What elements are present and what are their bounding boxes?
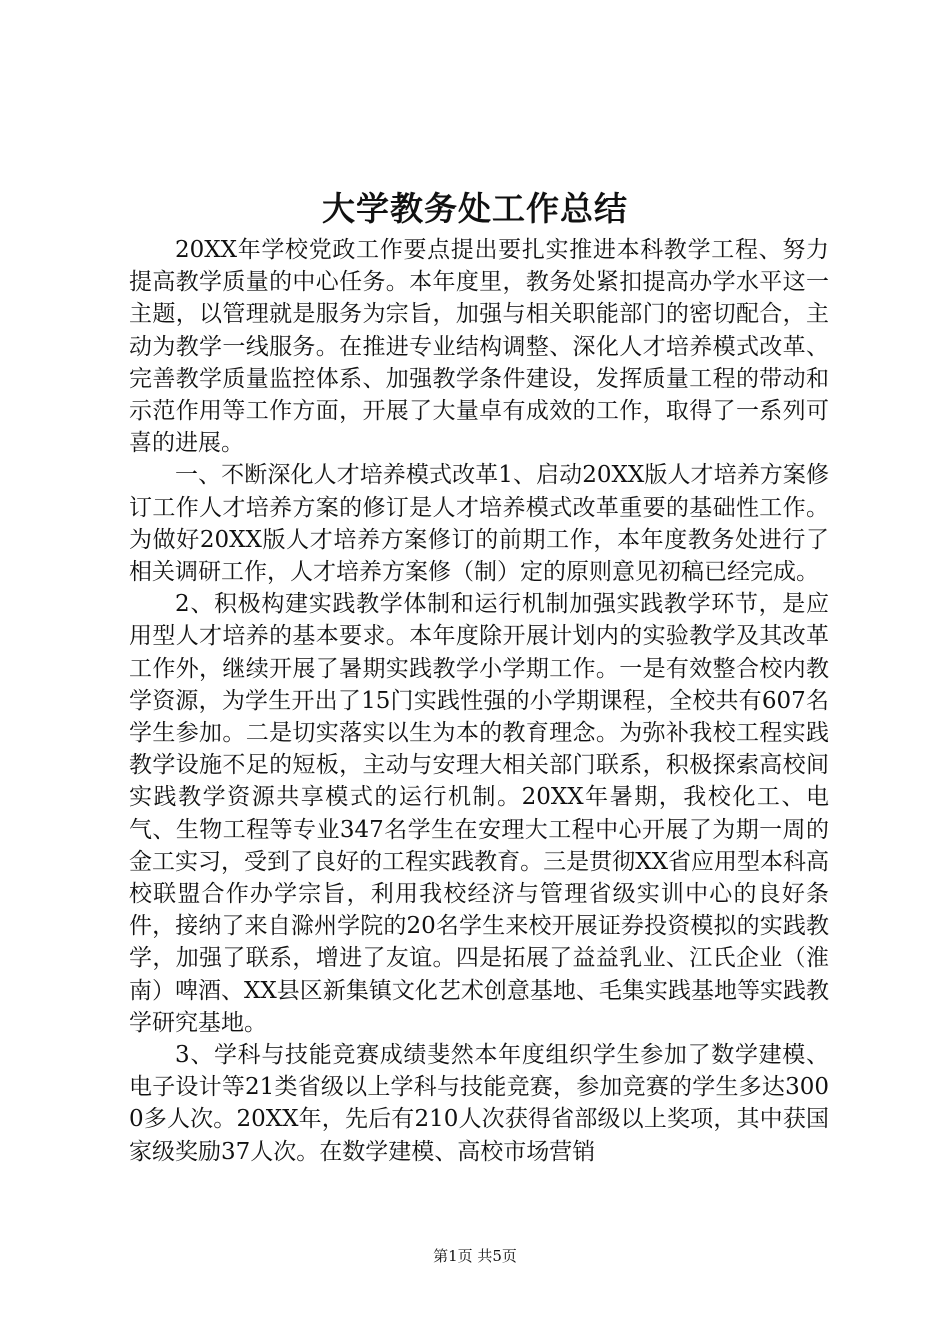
- page-indicator: 第1页 共5页: [433, 1247, 517, 1265]
- page-footer: [0, 1246, 950, 1266]
- document-title: 大学教务处工作总结: [322, 189, 628, 228]
- paragraph-intro: 20XX年学校党政工作要点提出要扎实推进本科教学工程、努力提高教学质量的中心任务。本年度里，教务处紧扣提高办学水平这一主题，以管理就是服务为宗旨，加强与相关职能部门的密切配合，主动为教学一线服务。在推进专业结构调整、深化人才培养模式改革、完善教学质量监控体系、加强教学条件建设，发挥质量工程的带动和示范作用等工作方面，开展了大量卓有成效的工作，取得了一系列可喜的进展。: [129, 237, 829, 457]
- paragraph-section-3: 3、学科与技能竞赛成绩斐然本年度组织学生参加了数学建模、电子设计等21类省级以上学科与技能竞赛，参加竞赛的学生多达3000多人次。20XX年，先后有210人次获得省部级以上奖项，其中获国家级奖励37人次。在数学建模、高校市场营销: [129, 1042, 829, 1165]
- paragraph-section-2: 2、积极构建实践教学体制和运行机制加强实践教学环节，是应用型人才培养的基本要求。本年度除开展计划内的实验教学及其改革工作外，继续开展了暑期实践教学小学期工作。一是有效整合校内教学资源，为学生开出了15门实践性强的小学期课程，全校共有607名学生参加。二是切实落实以生为本的教育理念。为弥补我校工程实践教学设施不足的短板，主动与安理大相关部门联系，积极探索高校间实践教学资源共享模式的运行机制。20XX年暑期，我校化工、电气、生物工程等专业347名学生在安理大工程中心开展了为期一周的金工实习，受到了良好的工程实践教育。三是贯彻XX省应用型本科高校联盟合作办学宗旨，利用我校经济与管理省级实训中心的良好条件，接纳了来自滁州学院的20名学生来校开展证券投资模拟的实践教学，加强了联系，增进了友谊。四是拓展了益益乳业、江氏企业（淮南）啤酒、XX县区新集镇文化艺术创意基地、毛集实践基地等实践教学研究基地。: [129, 591, 829, 1036]
- document-body: [129, 234, 829, 1168]
- paragraph-section-1: 一、不断深化人才培养模式改革1、启动20XX版人才培养方案修订工作人才培养方案的修订是人才培养模式改革重要的基础性工作。为做好20XX版人才培养方案修订的前期工作，本年度教务处进行了相关调研工作，人才培养方案修（制）定的原则意见初稿已经完成。: [129, 462, 829, 586]
